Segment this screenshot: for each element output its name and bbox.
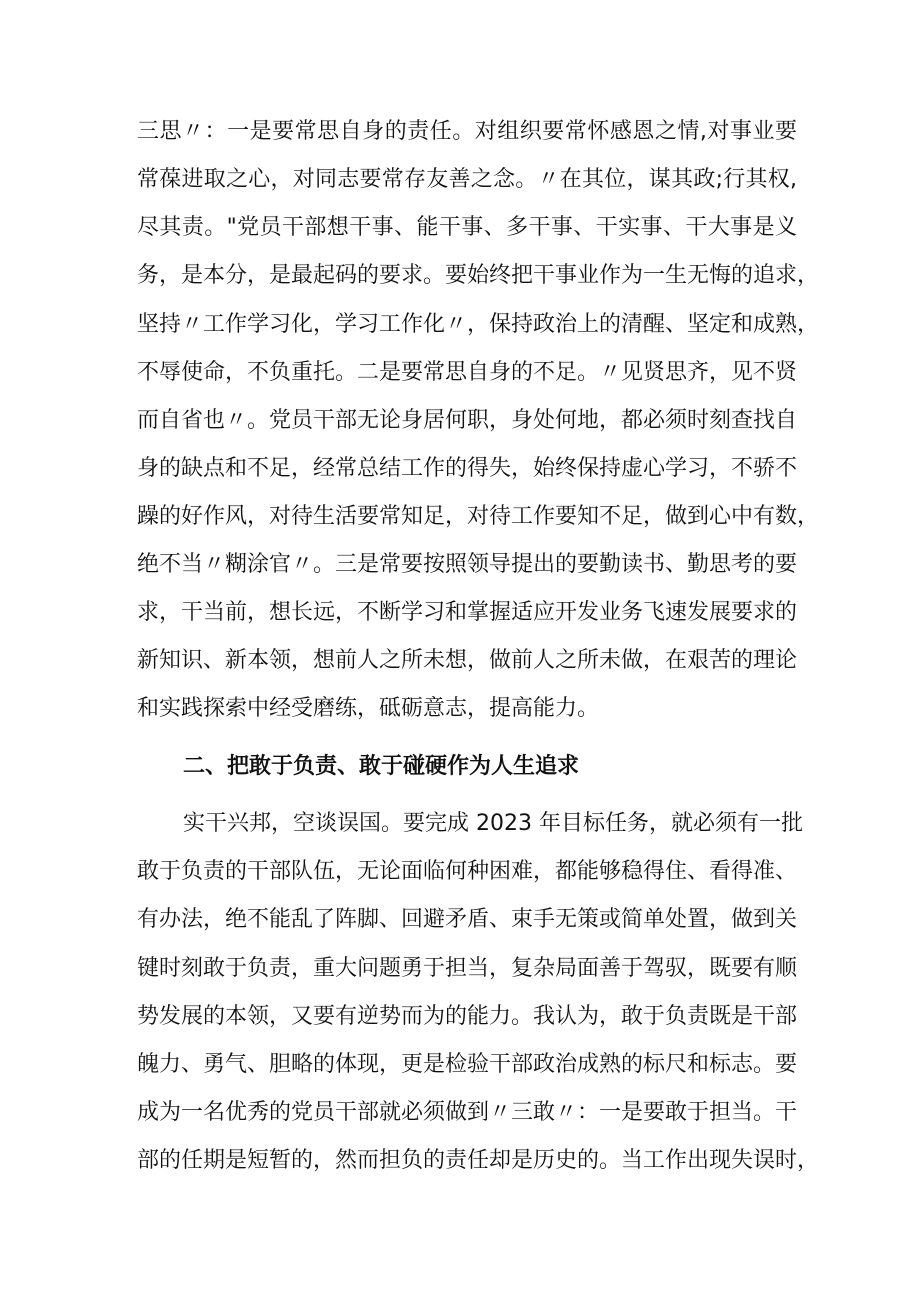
paragraph-line: 求，干当前，想长远，不断学习和掌握适应开发业务飞速发展要求的 xyxy=(137,600,798,625)
paragraph-line: 务，是本分，是最起码的要求。要始终把干事业作为一生无悔的追求， xyxy=(137,263,820,288)
paragraph-line: 实干兴邦，空谈误国。要完成 2023 年目标任务，就必须有一批 xyxy=(183,811,803,836)
paragraph-line: 身的缺点和不足，经常总结工作的得失，始终保持虚心学习，不骄不 xyxy=(137,456,798,481)
paragraph-line: 键时刻敢于负责，重大问题勇于担当，复杂局面善于驾驭，既要有顺 xyxy=(137,956,798,981)
paragraph-line: 魄力、勇气、胆略的体现，更是检验干部政治成熟的标尺和标志。要 xyxy=(137,1052,798,1077)
paragraph-line: 而自省也〃。党员干部无论身居何职，身处何地，都必须时刻查找自 xyxy=(137,408,798,433)
paragraph-line: 常葆进取之心，对同志要常存友善之念。〃在其位，谋其政;行其权, xyxy=(137,167,797,192)
paragraph-line: 坚持〃工作学习化，学习工作化〃，保持政治上的清醒、坚定和成熟， xyxy=(137,312,820,337)
paragraph-line: 新知识、新本领，想前人之所未想，做前人之所未做，在艰苦的理论 xyxy=(137,648,798,673)
paragraph-line: 有办法，绝不能乱了阵脚、回避矛盾、束手无策或简单处置，做到关 xyxy=(137,907,798,932)
paragraph-line: 部的任期是短暂的，然而担负的责任却是历史的。当工作出现失误时， xyxy=(137,1148,820,1173)
paragraph-line: 躁的好作风，对待生活要常知足，对待工作要知不足，做到心中有数， xyxy=(137,504,820,529)
paragraph-line: 三思〃：一是要常思自身的责任。对组织要常怀感恩之情,对事业要 xyxy=(137,119,797,144)
paragraph-line: 和实践探索中经受磨练，砥砺意志，提高能力。 xyxy=(137,696,600,721)
paragraph-line: 成为一名优秀的党员干部就必须做到〃三敢〃：一是要敢于担当。干 xyxy=(137,1100,798,1125)
section-heading: 二、把敢于负责、敢于碰硬作为人生追求 xyxy=(183,754,580,779)
paragraph-line: 尽其责。"党员干部想干事、能干事、多干事、干实事、干大事是义 xyxy=(137,215,797,240)
paragraph-line: 敢于负责的干部队伍，无论面临何种困难，都能够稳得住、看得准、 xyxy=(137,859,798,884)
paragraph-line: 势发展的本领，又要有逆势而为的能力。我认为，敢于负责既是干部 xyxy=(137,1004,798,1029)
paragraph-line: 绝不当〃糊涂官〃。三是常要按照领导提出的要勤读书、勤思考的要 xyxy=(137,552,798,577)
paragraph-line: 不辱使命，不负重托。二是要常思自身的不足。〃见贤思齐，见不贤 xyxy=(137,360,798,385)
